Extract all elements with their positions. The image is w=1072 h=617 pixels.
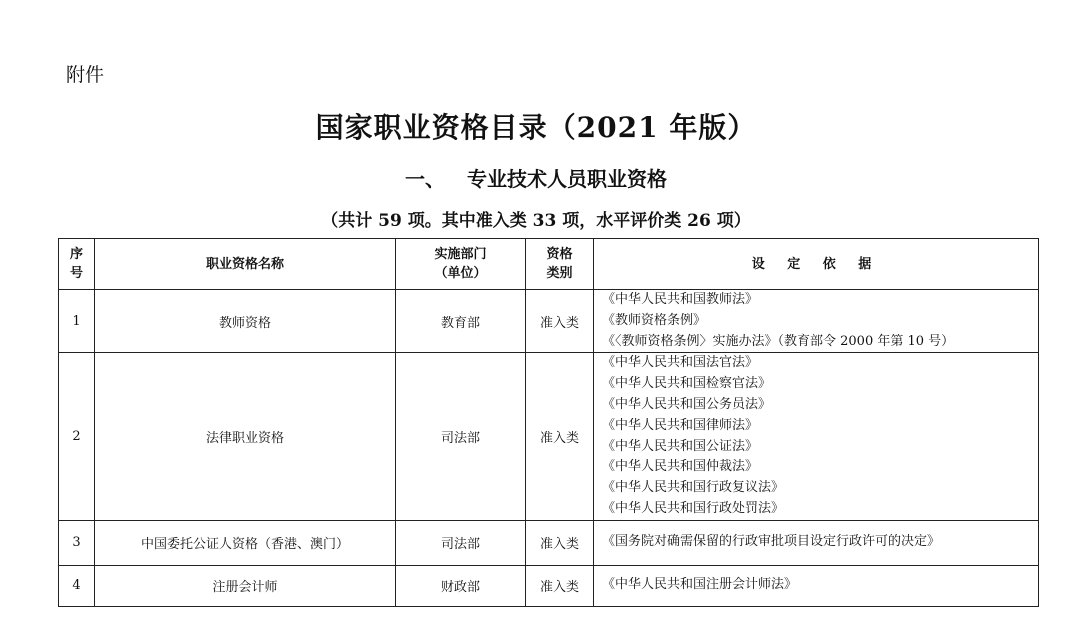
- header-seq-line1: 序: [69, 247, 83, 262]
- header-basis: 设 定 依 据: [594, 239, 1039, 290]
- row-seq: 4: [59, 565, 95, 606]
- basis-item: 《中华人民共和国检察官法》: [602, 376, 772, 392]
- row-basis: [594, 353, 1039, 520]
- row-dept: 财政部: [396, 565, 526, 606]
- row-category: 准入类: [526, 353, 594, 520]
- header-cat-line1: 资格: [546, 247, 573, 262]
- table-row: [59, 520, 1039, 565]
- table-row: [59, 353, 1039, 520]
- row-name: 教师资格: [95, 290, 396, 353]
- table-header-row: [59, 239, 1039, 290]
- header-cat-line2: 类别: [546, 266, 573, 281]
- basis-item: 《中华人民共和国教师法》: [602, 292, 759, 307]
- table-row: [59, 290, 1039, 353]
- basis-item: 《中华人民共和国公务员法》: [602, 396, 772, 412]
- header-seq: [59, 239, 95, 290]
- header-category: [526, 239, 594, 290]
- attachment-label: 附件: [66, 64, 105, 86]
- basis-item: 《中华人民共和国法官法》: [602, 355, 759, 371]
- row-name: 注册会计师: [95, 565, 396, 606]
- summary-note: （共计 59 项。其中准入类 33 项，水平评价类 26 项）: [321, 211, 751, 231]
- basis-item: 《〈教师资格条例〉实施办法》（教育部令 2000 年第 10 号）: [602, 333, 955, 349]
- header-dept: [396, 239, 526, 290]
- section-heading: [0, 163, 1072, 192]
- basis-item: 《中华人民共和国行政处罚法》: [602, 500, 785, 516]
- row-dept: 司法部: [396, 520, 526, 565]
- basis-item: 《中华人民共和国律师法》: [602, 417, 759, 433]
- row-seq: 2: [59, 353, 95, 520]
- basis-item: 《中华人民共和国仲裁法》: [602, 459, 759, 475]
- row-category: 准入类: [526, 520, 594, 565]
- row-basis: [594, 565, 1039, 606]
- row-dept: 教育部: [396, 290, 526, 353]
- row-dept: 司法部: [396, 353, 526, 520]
- qualification-table: [58, 238, 1039, 607]
- table-row: [59, 565, 1039, 606]
- header-dept-line2: （单位）: [434, 266, 487, 281]
- basis-item: 《国务院对确需保留的行政审批项目设定行政许可的决定》: [602, 534, 941, 550]
- basis-item: 《中华人民共和国行政复议法》: [602, 480, 785, 496]
- row-basis: [594, 290, 1039, 353]
- row-basis: [594, 520, 1039, 565]
- section-number: 一、: [405, 167, 445, 191]
- section-label: 专业技术人员职业资格: [467, 167, 667, 191]
- basis-item: 《中华人民共和国注册会计师法》: [602, 577, 798, 593]
- header-dept-line1: 实施部门: [434, 247, 487, 262]
- row-category: 准入类: [526, 290, 594, 353]
- basis-item: 《教师资格条例》: [602, 312, 707, 328]
- row-category: 准入类: [526, 565, 594, 606]
- row-name: 法律职业资格: [95, 353, 396, 520]
- basis-item: 《中华人民共和国公证法》: [602, 438, 759, 454]
- row-seq: 3: [59, 520, 95, 565]
- document-title: 国家职业资格目录（2021 年版）: [315, 111, 757, 144]
- row-seq: 1: [59, 290, 95, 353]
- header-seq-line2: 号: [69, 266, 83, 281]
- row-name: 中国委托公证人资格（香港、澳门）: [95, 520, 396, 565]
- header-name: 职业资格名称: [95, 239, 396, 290]
